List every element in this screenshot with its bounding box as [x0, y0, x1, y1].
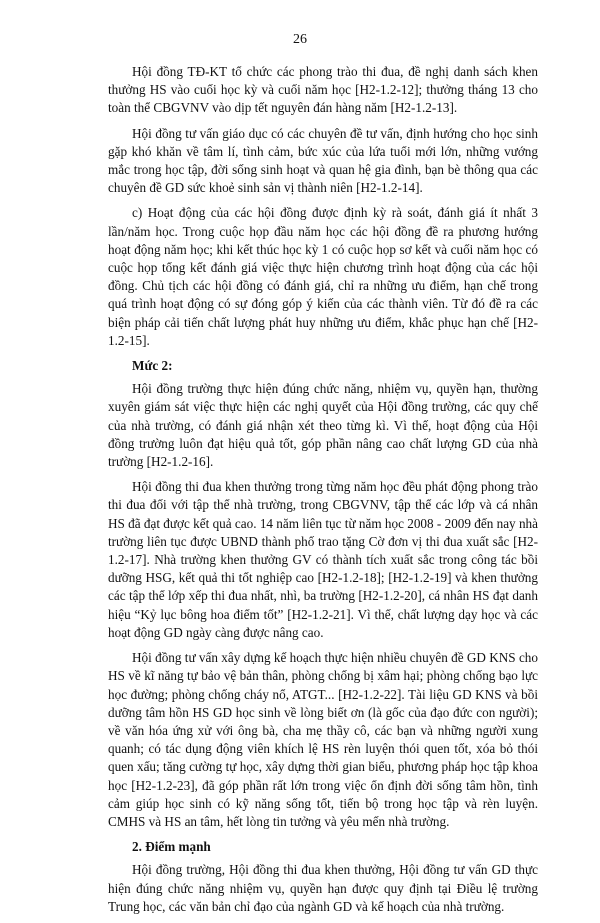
paragraph-strengths: Hội đồng trường, Hội đồng thi đua khen thưởng, Hội đồng tư vấn GD thực hiện đúng chức năng nhiệm vụ, quyền hạn được quy định tại Điều lệ trường Trung học, các văn bản chỉ đạo của ngành GD và kế hoạch của nhà trường.: [108, 862, 538, 914]
paragraph-school-council: Hội đồng trường thực hiện đúng chức năng, nhiệm vụ, quyền hạn, thường xuyên giám sát việc thực hiện các nghị quyết của Hội đồng trường, các quy chế của nhà trường, có đánh giá nhận xét theo từng kì. Vì thế, hoạt động của Hội đồng trường luôn đạt hiệu quả tốt, góp phần nâng cao chất lượng GD của nhà trường [H2-1.2-16].: [108, 381, 538, 470]
section-heading-strengths: 2. Điểm mạnh: [132, 839, 211, 855]
section-heading-level-2: Mức 2:: [132, 358, 173, 374]
paragraph-council-rewards: Hội đồng TĐ-KT tổ chức các phong trào thi đua, đề nghị danh sách khen thưởng HS vào cuối học kỳ và cuối năm học [H2-1.2-12]; thưởng tháng 13 cho toàn thể CBGVNV vào dịp tết nguyên đán hàng năm [H2-1.2-13].: [108, 64, 538, 116]
paragraph-council-review: c) Hoạt động của các hội đồng được định kỳ rà soát, đánh giá ít nhất 3 lần/năm học. Trong cuộc họp đầu năm học các hội đồng đề ra phương hướng hoạt động năm học; khi kết thúc học kỳ 1 có cuộc họp sơ kết và cuối năm học có cuộc họp tổng kết đánh giá việc thực hiện chương trình hoạt động của các hội đồng. Chủ tịch các hội đồng có đánh giá, chỉ ra những ưu điểm, hạn chế trong quá trình hoạt động có sự đóng góp ý kiến của các thành viên. Từ đó đề ra các biện pháp cải tiến chất lượng phát huy những ưu điểm, khắc phục hạn chế [H2-1.2-15].: [108, 205, 538, 348]
paragraph-life-skills: Hội đồng tư vấn xây dựng kế hoạch thực hiện nhiều chuyên đề GD KNS cho HS về kĩ năng tự bảo vệ bản thân, phòng chống bị xâm hại; phòng chống bạo lực học đường; phòng chống cháy nổ, ATGT... [H2-1.2-22]. Tài liệu GD KNS và bồi dưỡng tâm hồn HS GD học sinh về lòng biết ơn (là gốc của đạo đức con người); về văn hóa ứng xử với ông bà, cha mẹ thầy cô, các bạn và những người xung quanh; có tác dụng động viên khích lệ HS rèn luyện thói quen tốt, xóa bỏ thói quen xấu; tăng cường tự học, xây dựng thời gian biểu, phương pháp học tập khoa học [H2-1.2-23], đã góp phần rất lớn trong việc ổn định đời sống tâm hồn, tình cảm giúp học sinh có kỹ năng sống tốt, tiến bộ trong học tập và rèn luyện. CMHS và HS an tâm, hết lòng tin tưởng và yêu mến nhà trường.: [108, 650, 538, 829]
paragraph-emulation-council: Hội đồng thi đua khen thưởng trong từng năm học đều phát động phong trào thi đua đối với tập thể nhà trường, trong CBGVNV, tập thể các lớp và cá nhân HS đã đạt được kết quả cao. 14 năm liên tục từ năm học 2008 - 2009 đến nay nhà trường liên tục được UBND thành phố trao tặng Cờ đơn vị thi đua xuất sắc [H2-1.2-17]. Nhà trường khen thưởng GV có thành tích xuất sắc trong công tác bồi dưỡng HSG, kết quả thi tốt nghiệp cao [H2-1.2-18]; [H2-1.2-19] và khen thưởng các tập thể lớp xếp thi đua nhất, nhì, ba trường [H2-1.2-20], cá nhân HS đạt danh hiệu “Kỷ lục bông hoa điểm tốt” [H2-1.2-21]. Vì thế, chất lượng dạy học và các hoạt động GD ngày càng được nâng cao.: [108, 479, 538, 640]
document-body: [108, 63, 538, 923]
paragraph-advisory-council: Hội đồng tư vấn giáo dục có các chuyên đề tư vấn, định hướng cho học sinh gặp khó khăn về tâm lí, tình cảm, bức xúc của lứa tuổi mới lớn, những vướng mắc trong học tập, đời sống sinh hoạt và quan hệ gia đình, bạn bè thông qua các chuyên đề GD sức khoẻ sinh sản vị thành niên [H2-1.2-14].: [108, 125, 538, 196]
page-number: 26: [293, 32, 307, 47]
